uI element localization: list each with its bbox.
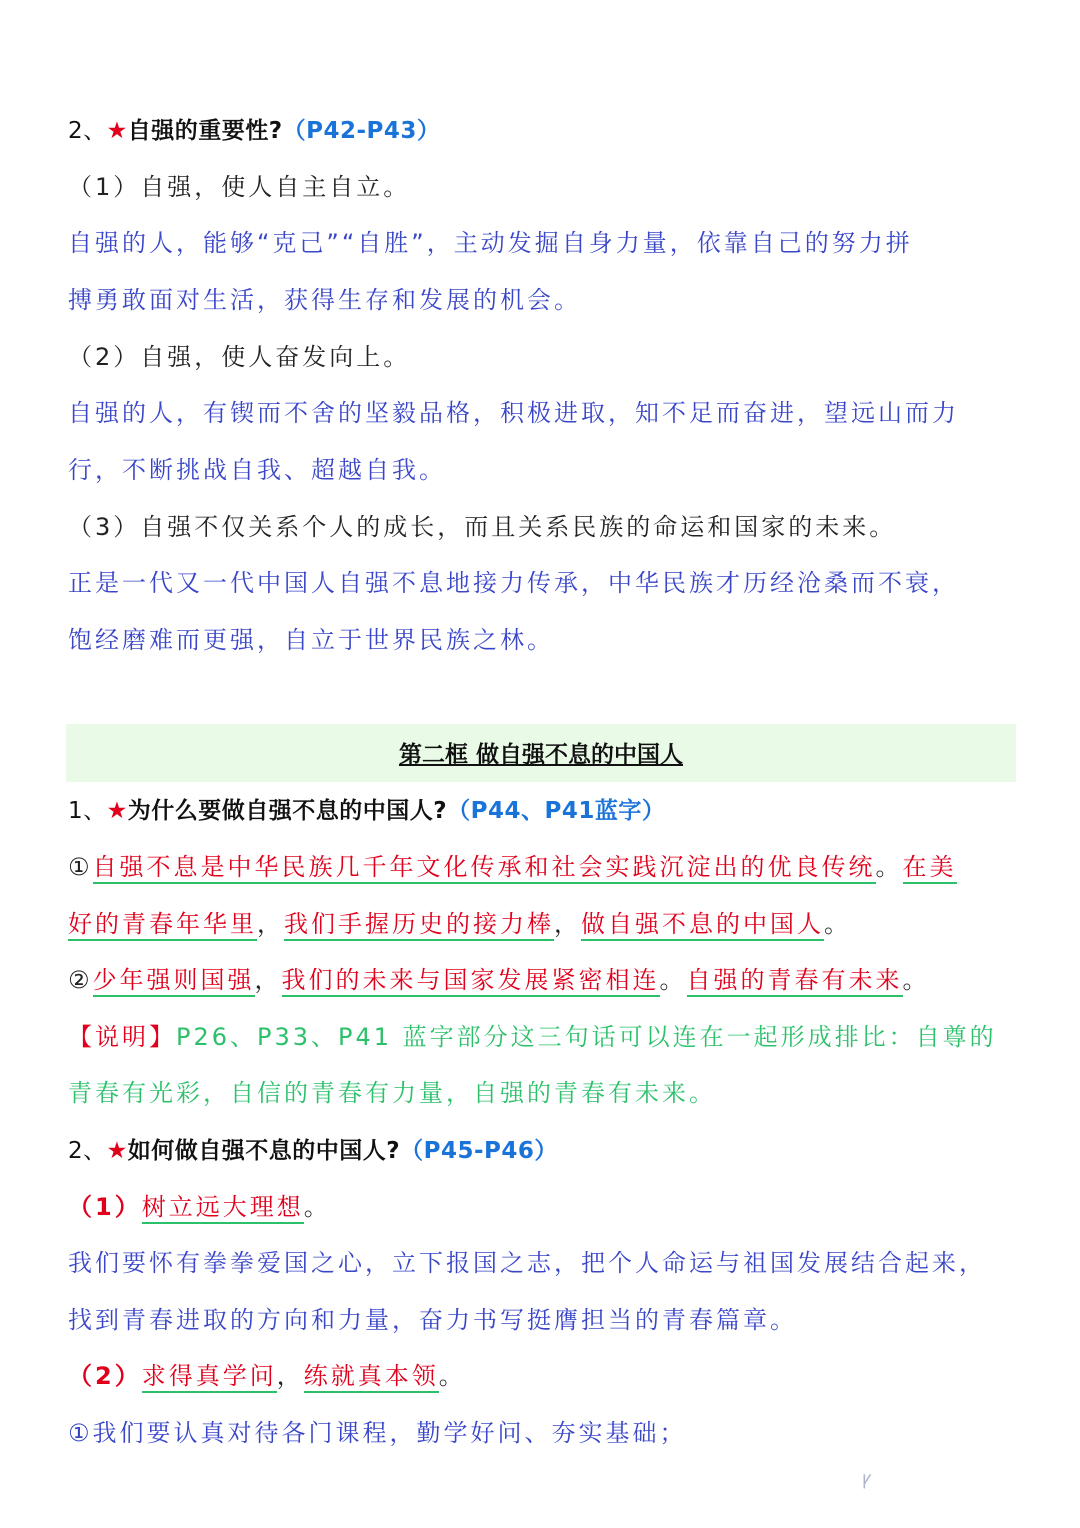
point-body-line: 行，不断挑战自我、超越自我。 bbox=[68, 456, 446, 484]
question-heading-why bbox=[68, 794, 1018, 828]
section-title: 第二框 做自强不息的中国人 bbox=[398, 742, 683, 768]
underlined-phrase: 做自强不息的中国人 bbox=[581, 910, 824, 941]
item-marker: ② bbox=[68, 966, 93, 994]
point-body-line: 自强的人，能够“克己”“自胜”，主动发掘自身力量，依靠自己的努力拼 bbox=[68, 229, 913, 257]
underlined-phrase: 求得真学问 bbox=[142, 1362, 277, 1393]
punctuation: ， bbox=[276, 1362, 304, 1390]
star-icon: ★ bbox=[106, 118, 128, 144]
punctuation: 。 bbox=[438, 1362, 466, 1390]
point-body-line: 饱经磨难而更强，自立于世界民族之林。 bbox=[68, 626, 554, 654]
punctuation: 。 bbox=[659, 966, 687, 994]
corner-mark: ꝩ bbox=[862, 1468, 872, 1489]
note-text: P26、P33、P41 蓝字部分这三句话可以连在一起形成排比：自尊的 bbox=[176, 1023, 997, 1051]
point-body-line: 自强的人，有锲而不舍的坚毅品格，积极进取，知不足而奋进，望远山而力 bbox=[68, 399, 959, 427]
section-banner bbox=[66, 724, 1016, 782]
underlined-phrase: 在美 bbox=[903, 853, 957, 884]
question-text: 如何做自强不息的中国人? bbox=[127, 1138, 401, 1164]
point-title: （2）自强，使人奋发向上。 bbox=[68, 343, 411, 371]
question-text: 自强的重要性? bbox=[127, 118, 283, 144]
point-title: （3）自强不仅关系个人的成长，而且关系民族的命运和国家的未来。 bbox=[68, 513, 897, 541]
underlined-phrase: 树立远大理想 bbox=[142, 1193, 304, 1224]
page-reference: （P44、P41蓝字） bbox=[447, 798, 666, 824]
punctuation: ， bbox=[257, 910, 284, 938]
question-number: 2、 bbox=[68, 118, 107, 144]
underlined-phrase: 少年强则国强 bbox=[93, 966, 255, 997]
reason-line bbox=[68, 850, 1018, 884]
question-number: 1、 bbox=[68, 798, 107, 824]
note-line: 青春有光彩，自信的青春有力量，自强的青春有未来。 bbox=[68, 1079, 716, 1107]
question-heading-how bbox=[68, 1134, 1018, 1168]
point-body-line: 我们要怀有拳拳爱国之心，立下报国之志，把个人命运与祖国发展结合起来， bbox=[68, 1249, 986, 1277]
punctuation: 。 bbox=[902, 966, 930, 994]
point-title bbox=[68, 1359, 1018, 1393]
punctuation: 。 bbox=[824, 910, 851, 938]
underlined-phrase: 自强不息是中华民族几千年文化传承和社会实践沉淀出的优良传统 bbox=[93, 853, 876, 884]
point-title: （1）自强，使人自主自立。 bbox=[68, 173, 411, 201]
point-body-line: ①我们要认真对待各门课程，勤学好问、夯实基础； bbox=[68, 1419, 687, 1447]
punctuation: ， bbox=[254, 966, 282, 994]
underlined-phrase: 好的青春年华里 bbox=[68, 910, 257, 941]
page-reference: （P45-P46） bbox=[400, 1138, 558, 1164]
point-body-line: 正是一代又一代中国人自强不息地接力传承，中华民族才历经沧桑而不衰， bbox=[68, 569, 959, 597]
point-number: （1） bbox=[68, 1193, 142, 1221]
item-marker: ① bbox=[68, 853, 93, 881]
underlined-phrase: 自强的青春有未来 bbox=[687, 966, 903, 997]
note-line bbox=[68, 1020, 1018, 1054]
reason-line bbox=[68, 907, 1018, 941]
star-icon: ★ bbox=[106, 798, 128, 824]
punctuation: 。 bbox=[875, 853, 903, 881]
point-body-line: 找到青春进取的方向和力量，奋力书写挺膺担当的青春篇章。 bbox=[68, 1306, 797, 1334]
underlined-phrase: 我们的未来与国家发展紧密相连 bbox=[282, 966, 660, 997]
punctuation: ， bbox=[554, 910, 581, 938]
point-number: （2） bbox=[68, 1362, 142, 1390]
page-reference: （P42-P43） bbox=[282, 118, 441, 144]
underlined-phrase: 练就真本领 bbox=[304, 1362, 439, 1393]
note-label: 【说明】 bbox=[68, 1023, 176, 1051]
question-number: 2、 bbox=[68, 1138, 107, 1164]
question-heading-importance bbox=[68, 114, 1018, 148]
point-title bbox=[68, 1190, 1018, 1224]
underlined-phrase: 我们手握历史的接力棒 bbox=[284, 910, 554, 941]
point-body-line: 搏勇敢面对生活，获得生存和发展的机会。 bbox=[68, 286, 581, 314]
reason-line bbox=[68, 963, 1018, 997]
star-icon: ★ bbox=[106, 1138, 128, 1164]
punctuation: 。 bbox=[303, 1193, 331, 1221]
question-text: 为什么要做自强不息的中国人? bbox=[127, 798, 448, 824]
